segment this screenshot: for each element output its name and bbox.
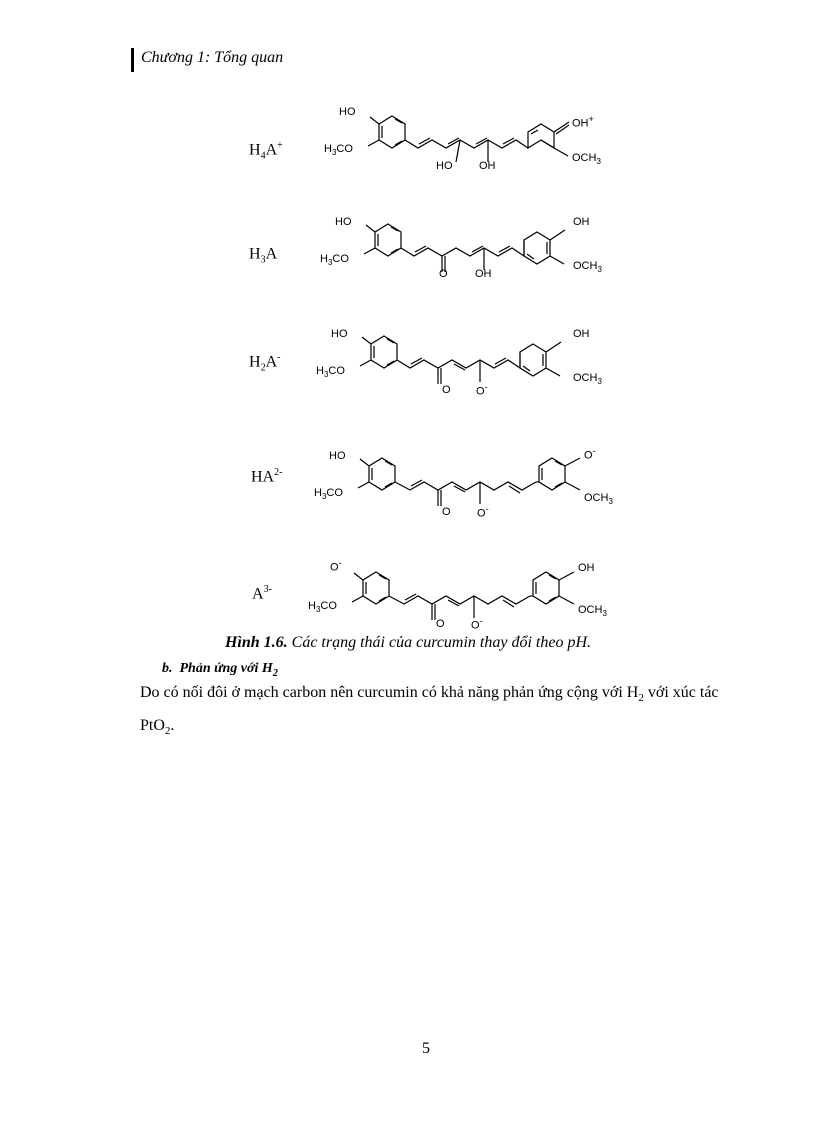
figure-caption-text: Các trạng thái của curcumin thay đổi theo pH. <box>291 634 592 651</box>
label-o: O <box>442 506 451 518</box>
label-o-minus-left: O- <box>330 558 342 574</box>
chapter-header: Chương 1: Tổng quan <box>141 49 284 66</box>
species-label-h3a: $H_3A$ <box>249 245 278 266</box>
label-ho-bottom: HO <box>436 160 453 172</box>
label-o-minus: O- <box>476 382 488 398</box>
label-h3co: $H_3CO$ <box>308 600 337 615</box>
species-label-h4a: $H_4A^+$ <box>249 140 283 162</box>
label-o-minus: O- <box>477 504 489 520</box>
figure-caption <box>0 634 816 652</box>
species-label-h2a: $H_2A^-$ <box>249 352 281 374</box>
label-och3: $OCH_3$ <box>573 260 602 275</box>
label-h3co: $H_3CO$ <box>314 487 343 502</box>
species-label-a: $A^{3-}$ <box>252 584 272 603</box>
label-o-minus: O- <box>471 616 483 632</box>
structure-h2a <box>314 320 614 400</box>
label-o: O <box>439 268 448 280</box>
label-oh-bottom: OH <box>475 268 492 280</box>
figure-number: Hình 1.6. <box>224 634 288 651</box>
label-h3co: $H_3CO$ <box>324 143 353 158</box>
structure-a <box>306 556 626 640</box>
page-number: 5 <box>422 1040 430 1057</box>
structure-ha <box>312 438 632 522</box>
label-ho: HO <box>329 450 346 462</box>
label-o: O <box>436 618 445 630</box>
label-oh: OH <box>573 216 590 228</box>
label-och3: $OCH_3$ <box>573 372 602 387</box>
subsection-heading: b. Phản ứng với $H_2$ <box>162 661 278 679</box>
label-oh-plus: OH+ <box>572 114 594 130</box>
header-bar <box>131 48 134 72</box>
label-oh: OH <box>578 562 595 574</box>
label-h3co: $H_3CO$ <box>316 365 345 380</box>
label-ho: HO <box>335 216 352 228</box>
label-ho: HO <box>339 106 356 118</box>
label-ho: HO <box>331 328 348 340</box>
label-och3: $OCH_3$ <box>572 152 601 167</box>
body-paragraph: Do có nối đôi ở mạch carbon nên curcumin có khả năng phản ứng cộng với $H_2$ với xúc tác PtO$_2$. <box>140 684 719 738</box>
label-oh: OH <box>573 328 590 340</box>
label-och3: $OCH_3$ <box>584 492 613 507</box>
label-oh-bottom: OH <box>479 160 496 172</box>
label-och3: $OCH_3$ <box>578 604 607 619</box>
species-label-ha: $HA^{2-}$ <box>251 467 283 486</box>
label-h3co: $H_3CO$ <box>320 253 349 268</box>
structure-h3a <box>318 208 618 288</box>
label-o: O <box>442 384 451 396</box>
structure-h4a <box>322 100 622 180</box>
label-o-minus-right: O- <box>584 446 596 462</box>
